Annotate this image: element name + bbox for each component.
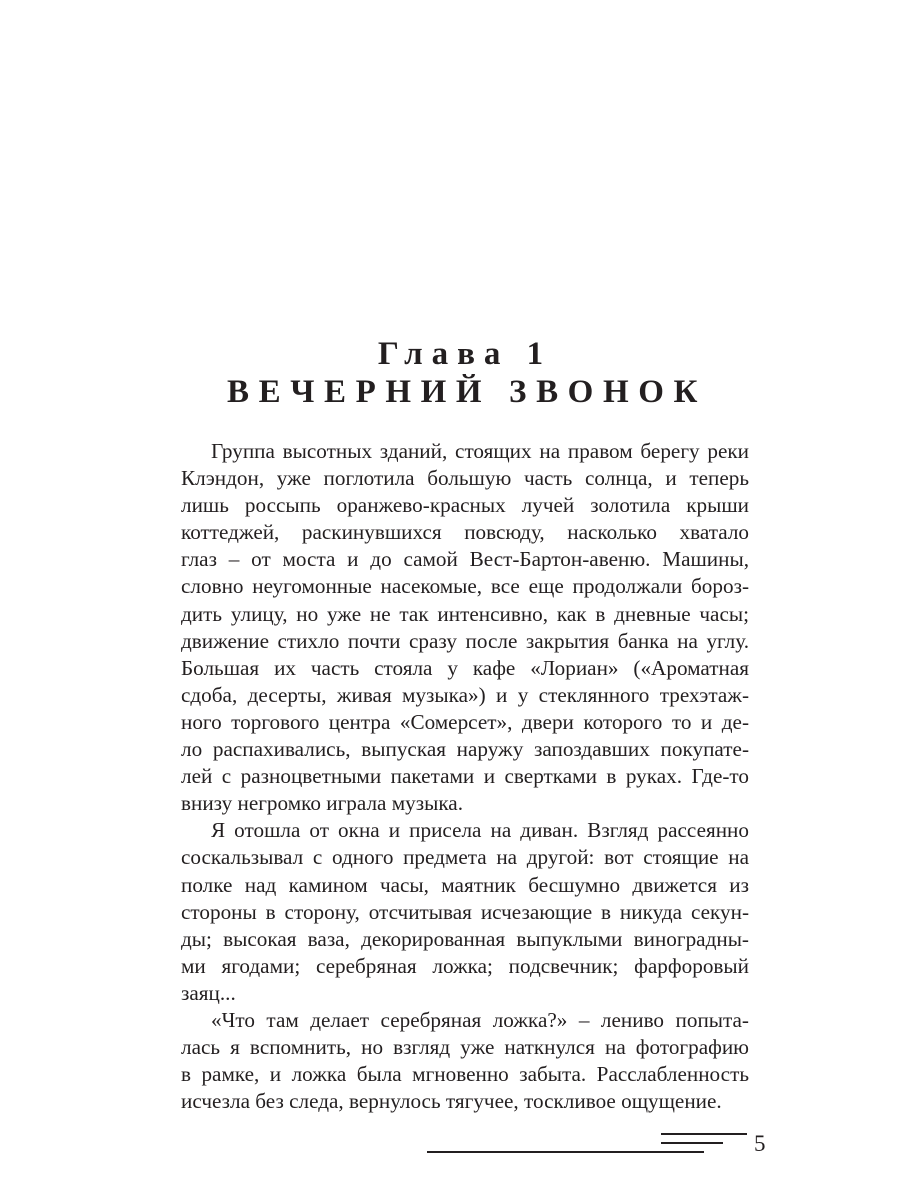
text-line: словно неугомонные насекомые, все еще продолжали бороз-	[181, 574, 749, 599]
text-line: внизу негромко играла музыка.	[181, 791, 463, 816]
text-line: глаз – от моста и до самой Вест-Бартон-авеню. Машины,	[181, 547, 749, 572]
text-line: заяц...	[181, 980, 236, 1005]
text-line: Большая их часть стояла у кафе «Лориан» («Ароматная	[181, 655, 749, 680]
text-line: Клэндон, уже поглотила большую часть солнца, и теперь	[181, 466, 749, 491]
text-line: лась я вспомнить, но взгляд уже наткнулся на фотографию	[181, 1035, 749, 1060]
footer-rule-middle	[661, 1142, 723, 1144]
text-line: ми ягодами; серебряная ложка; подсвечник; фарфоровый	[181, 953, 749, 978]
text-line: стороны в сторону, отсчитывая исчезающие в никуда секун-	[181, 899, 749, 924]
text-line: Группа высотных зданий, стоящих на правом берегу реки	[211, 439, 749, 463]
text-line: ного торгового центра «Сомерсет», двери которого то и де-	[181, 709, 749, 734]
text-line: ды; высокая ваза, декорированная выпуклыми виноградны-	[181, 926, 749, 951]
chapter-title: ВЕЧЕРНИЙ ЗВОНОК	[226, 374, 708, 410]
text-line: в рамке, и ложка была мгновенно забыта. Расслабленность	[181, 1062, 749, 1087]
text-line: лей с разноцветными пакетами и свертками в руках. Где-то	[181, 764, 749, 789]
chapter-body	[181, 438, 749, 1115]
footer-rule-top	[661, 1133, 747, 1135]
text-line: коттеджей, раскинувшихся повсюду, насколько хватало	[181, 520, 749, 545]
text-line: сдоба, десерты, живая музыка») и у стеклянного трехэтаж-	[181, 682, 749, 707]
text-line: «Что там делает серебряная ложка?» – лениво попыта-	[211, 1007, 749, 1032]
text-line: лишь россыпь оранжево-красных лучей золотила крыши	[181, 493, 749, 518]
page-number: 5	[754, 1131, 766, 1156]
text-line: полке над камином часы, маятник бесшумно движется из	[181, 872, 749, 897]
text-line: движение стихло почти сразу после закрытия банка на углу.	[181, 628, 749, 653]
text-line: Я отошла от окна и присела на диван. Взгляд рассеянно	[211, 818, 749, 843]
chapter-number: Глава 1	[377, 336, 553, 372]
text-line: ло распахивались, выпуская наружу запоздавших покупате-	[181, 737, 749, 762]
text-line: соскальзывал с одного предмета на другой: вот стоящие на	[181, 845, 749, 870]
footer-rule-bottom	[427, 1151, 704, 1153]
text-line: дить улицу, но уже не так интенсивно, как в дневные часы;	[181, 601, 749, 626]
text-line: исчезла без следа, вернулось тягучее, тоскливое ощущение.	[181, 1089, 722, 1114]
